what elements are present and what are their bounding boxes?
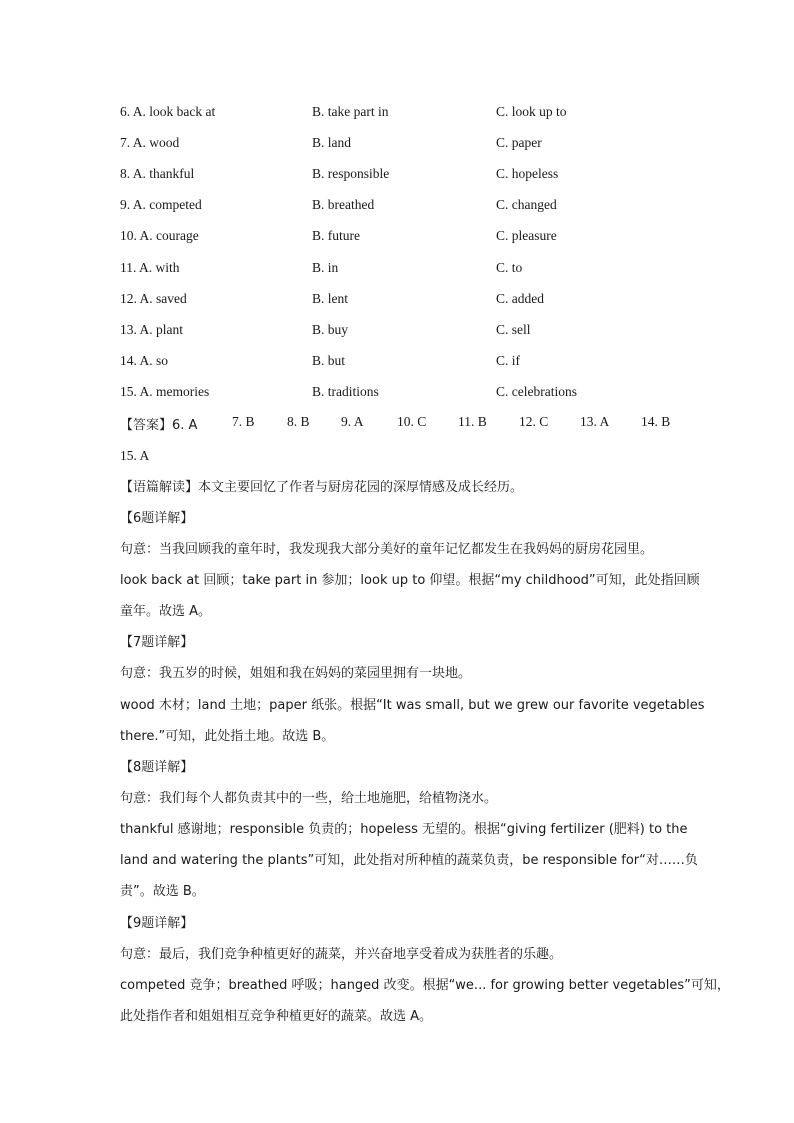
option-row-6 [0,104,794,124]
option-b: B. buy [312,322,349,337]
section-heading-7: 【7题详解】 [120,635,194,650]
option-a: 15. A. memories [120,384,210,399]
option-c: C. added [496,291,544,306]
option-c: C. pleasure [496,228,557,243]
option-c: C. if [496,353,521,368]
explanation-line: 句意：最后，我们竞争种植更好的蔬菜，并兴奋地享受着成为获胜者的乐趣。 [120,947,563,962]
option-c: C. celebrations [496,384,577,399]
option-b: B. lent [312,291,348,306]
explanation-line: competed 竞争；breathed 呼吸；hanged 改变。根据“we... for growing better vegetables”可知， [120,978,730,993]
option-b: B. take part in [312,104,389,119]
option-a: 14. A. so [120,353,169,368]
option-b: B. traditions [312,384,379,399]
option-a: 6. A. look back at [120,104,216,119]
explanation-line: wood 木材；land 土地；paper 纸张。根据“It was small, but we grew our favorite vegetables [120,698,705,713]
option-c: C. to [496,260,523,275]
option-b: B. but [312,353,346,368]
option-a: 11. A. with [120,260,180,275]
option-row-10 [0,228,794,248]
answer-key [120,414,700,434]
option-c: C. paper [496,135,542,150]
explanation-line: there.”可知，此处指土地。故选 B。 [120,729,335,744]
option-row-7 [0,135,794,155]
option-a: 7. A. wood [120,135,180,150]
option-b: B. in [312,260,339,275]
explanation-line: thankful 感谢地；responsible 负责的；hopeless 无望的。根据“giving fertilizer (肥料) to the [120,822,688,837]
explanation-line: 句意：我们每个人都负责其中的一些，给土地施肥，给植物浇水。 [120,791,498,806]
option-row-14 [0,353,794,373]
option-a: 8. A. thankful [120,166,195,181]
explanation-line: 此处指作者和姐姐相互竞争种植更好的蔬菜。故选 A。 [120,1009,433,1024]
answer-item: 8. B [287,414,310,429]
option-row-8 [0,166,794,186]
explanation-line: 童年。故选 A。 [120,604,212,619]
option-a: 13. A. plant [120,322,183,337]
option-row-13 [0,322,794,342]
option-row-15 [0,384,794,404]
explanation-line: 句意：我五岁的时候，姐姐和我在妈妈的菜园里拥有一块地。 [120,666,472,681]
answer-item: 14. B [641,414,671,429]
answer-item: 11. B [458,414,487,429]
explanation-line: look back at 回顾；take part in 参加；look up to 仰望。根据“my childhood”可知，此处指回顾 [120,573,700,588]
option-a: 12. A. saved [120,291,187,306]
option-b: B. responsible [312,166,390,181]
section-heading-6: 【6题详解】 [120,511,194,526]
option-a: 9. A. competed [120,197,202,212]
answer-item: 10. C [397,414,427,429]
explanation-line: 句意：当我回顾我的童年时，我发现我大部分美好的童年记忆都发生在我妈妈的厨房花园里。 [120,542,654,557]
option-b: B. breathed [312,197,375,212]
option-c: C. changed [496,197,557,212]
option-row-12 [0,291,794,311]
answer-last: 15. A [120,448,150,463]
answer-item: 7. B [232,414,255,429]
option-c: C. look up to [496,104,567,119]
option-a: 10. A. courage [120,228,199,243]
option-row-9 [0,197,794,217]
explanation-line: land and watering the plants”可知，此处指对所种植的蔬菜负责，be responsible for“对……负 [120,853,698,868]
option-c: C. sell [496,322,531,337]
option-row-11 [0,260,794,280]
answer-label: 【答案】6. A [120,418,198,433]
section-heading-9: 【9题详解】 [120,916,194,931]
passage-summary: 【语篇解读】本文主要回忆了作者与厨房花园的深厚情感及成长经历。 [120,480,524,495]
explanation-line: 责”。故选 B。 [120,884,205,899]
section-heading-8: 【8题详解】 [120,760,194,775]
option-c: C. hopeless [496,166,559,181]
option-b: B. future [312,228,360,243]
option-b: B. land [312,135,351,150]
answer-item: 13. A [580,414,610,429]
answer-item: 9. A [341,414,364,429]
answer-item: 12. C [519,414,549,429]
